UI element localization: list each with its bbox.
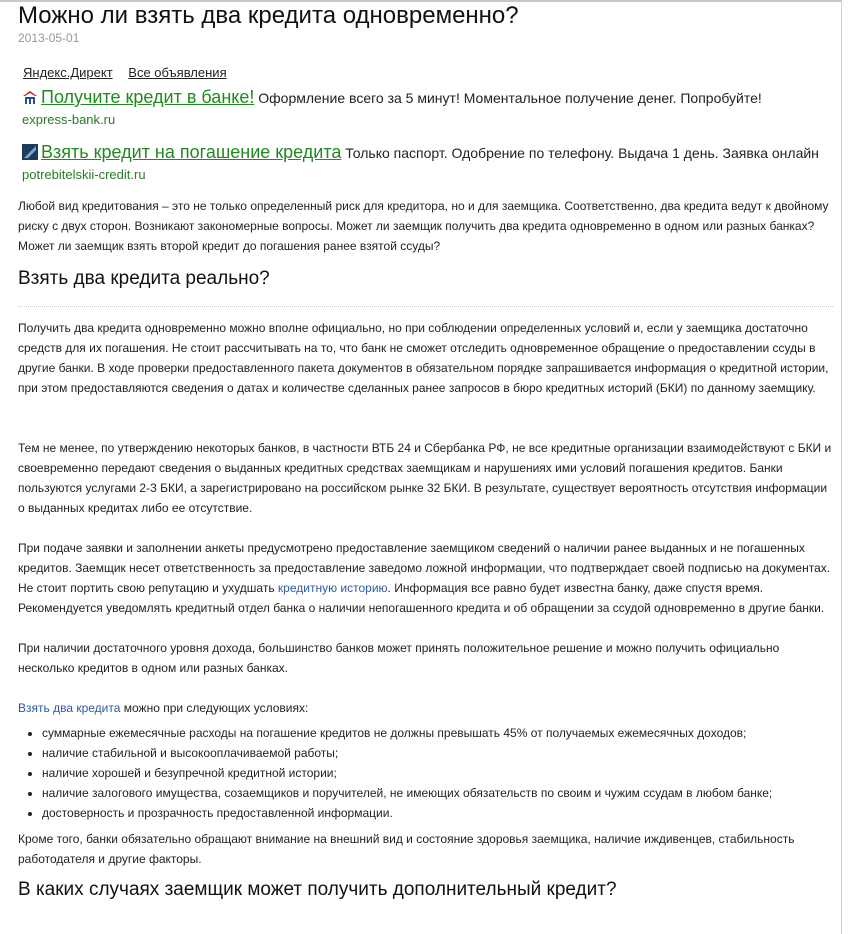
list-item: • наличие залогового имущества, созаемщиков и поручителей, не имеющих обязательств по своим и чужим ссудам в любом банке; [42,783,833,803]
section-heading: В каких случаях заемщик может получить дополнительный кредит? [18,879,617,900]
paragraph: Получить два кредита одновременно можно вполне официально, но при соблюдении определенных условий и, если у заемщика достаточно средств для их погашения. Не стоит рассчитывать на то, что банк не сможет отследить одновременное обращение о предоставлении ссуды в другие банки. В ходе проверки предоставленного пакета документов в обязательном порядке запрашивается информация о кредитной истории, при этом предоставляются сведения о датах и количестве сделанных ранее запросов в бюро кредитных историй (БКИ) по данному заемщику. [18,321,829,395]
ad-url[interactable]: potrebitelskii-credit.ru [22,167,146,182]
article-date: 2013-05-01 [18,31,80,45]
bank-icon [22,89,38,105]
divider [18,306,833,307]
credit-logo-icon [22,144,38,160]
ad-title-link[interactable]: Получите кредит в банке! [41,87,255,107]
take-two-credits-link[interactable]: Взять два кредита [18,701,121,715]
paragraph [18,698,833,718]
paragraph: Кроме того, банки обязательно обращают внимание на внешний вид и состояние здоровья заемщика, наличие иждивенцев, стабильность работодателя и другие факторы. [18,832,795,866]
ad-text: Только паспорт. Одобрение по телефону. Выдача 1 день. Заявка онлайн [345,145,819,161]
credit-history-link[interactable]: кредитную историю [277,581,388,595]
list-item: • достоверность и прозрачность предоставленной информации. [42,803,833,823]
paragraph: Тем не менее, по утверждению некоторых банков, в частности ВТБ 24 и Сбербанка РФ, не все кредитные организации взаимодействуют с БКИ и своевременно передают сведения о выданных кредитных средствах заемщикам и нарушениях ими условий погашения кредитов. Банки пользуются услугами 2-3 БКИ, а зарегистрировано на российском рынке 32 БКИ. В результате, существует вероятность отсутствия информации о выданных кредитах либо ее отсутствие. [18,441,832,515]
paragraph: При наличии достаточного уровня дохода, большинство банков может принять положительное решение и можно получить официально несколько кредитов в одном или разных банках. [18,641,780,675]
ad-item [18,143,833,184]
list-item: • суммарные ежемесячные расходы на погашение кредитов не должны превышать 45% от получаемых ежемесячных доходов; [42,723,833,743]
article [18,0,833,903]
yandex-direct-link[interactable]: Яндекс.Директ [23,65,113,80]
intro-paragraph: Любой вид кредитования – это не только определенный риск для кредитора, но и для заемщика. Соответственно, два кредита ведут к двойному риску с двух сторон. Возникают закономерные вопросы. Может ли заемщик получить два кредита одновременно в одном или разных банках? Может ли заемщик взять второй кредит до погашения ранее взятой ссуды? [18,199,829,253]
all-ads-link[interactable]: Все объявления [128,65,227,80]
section-heading: Взять два кредита реально? [18,268,270,289]
text: При подаче заявки и заполнении анкеты предусмотрено предоставление заемщиком сведений о наличии ранее выданных и не погашенных кредитов. Заемщик несет ответственность за предоставление заведомо ложной информации, что подтверждает своей подписью на документах. Не стоит портить свою репутацию и ухудшать [18,541,831,595]
text: . Информация все равно будет известна банку, даже спустя время. Рекомендуется уведомлять кредитный отдел банка о наличии непогашенного кредита и об обращении за ссудой одновременно в другие банки. [18,581,825,615]
ad-url[interactable]: express-bank.ru [22,112,116,127]
list-item: • наличие стабильной и высокооплачиваемой работы; [42,743,833,763]
paragraph [18,538,833,618]
article-title: Можно ли взять два кредита одновременно? [18,2,519,29]
ads-header [18,64,833,82]
ad-title-link[interactable]: Взять кредит на погашение кредита [41,142,342,162]
ad-item [18,88,833,129]
list-item: • наличие хорошей и безупречной кредитной истории; [42,763,833,783]
text: можно при следующих условиях: [120,701,309,715]
conditions-list [18,723,833,823]
ad-text: Оформление всего за 5 минут! Моментальное получение денег. Попробуйте! [258,90,762,106]
